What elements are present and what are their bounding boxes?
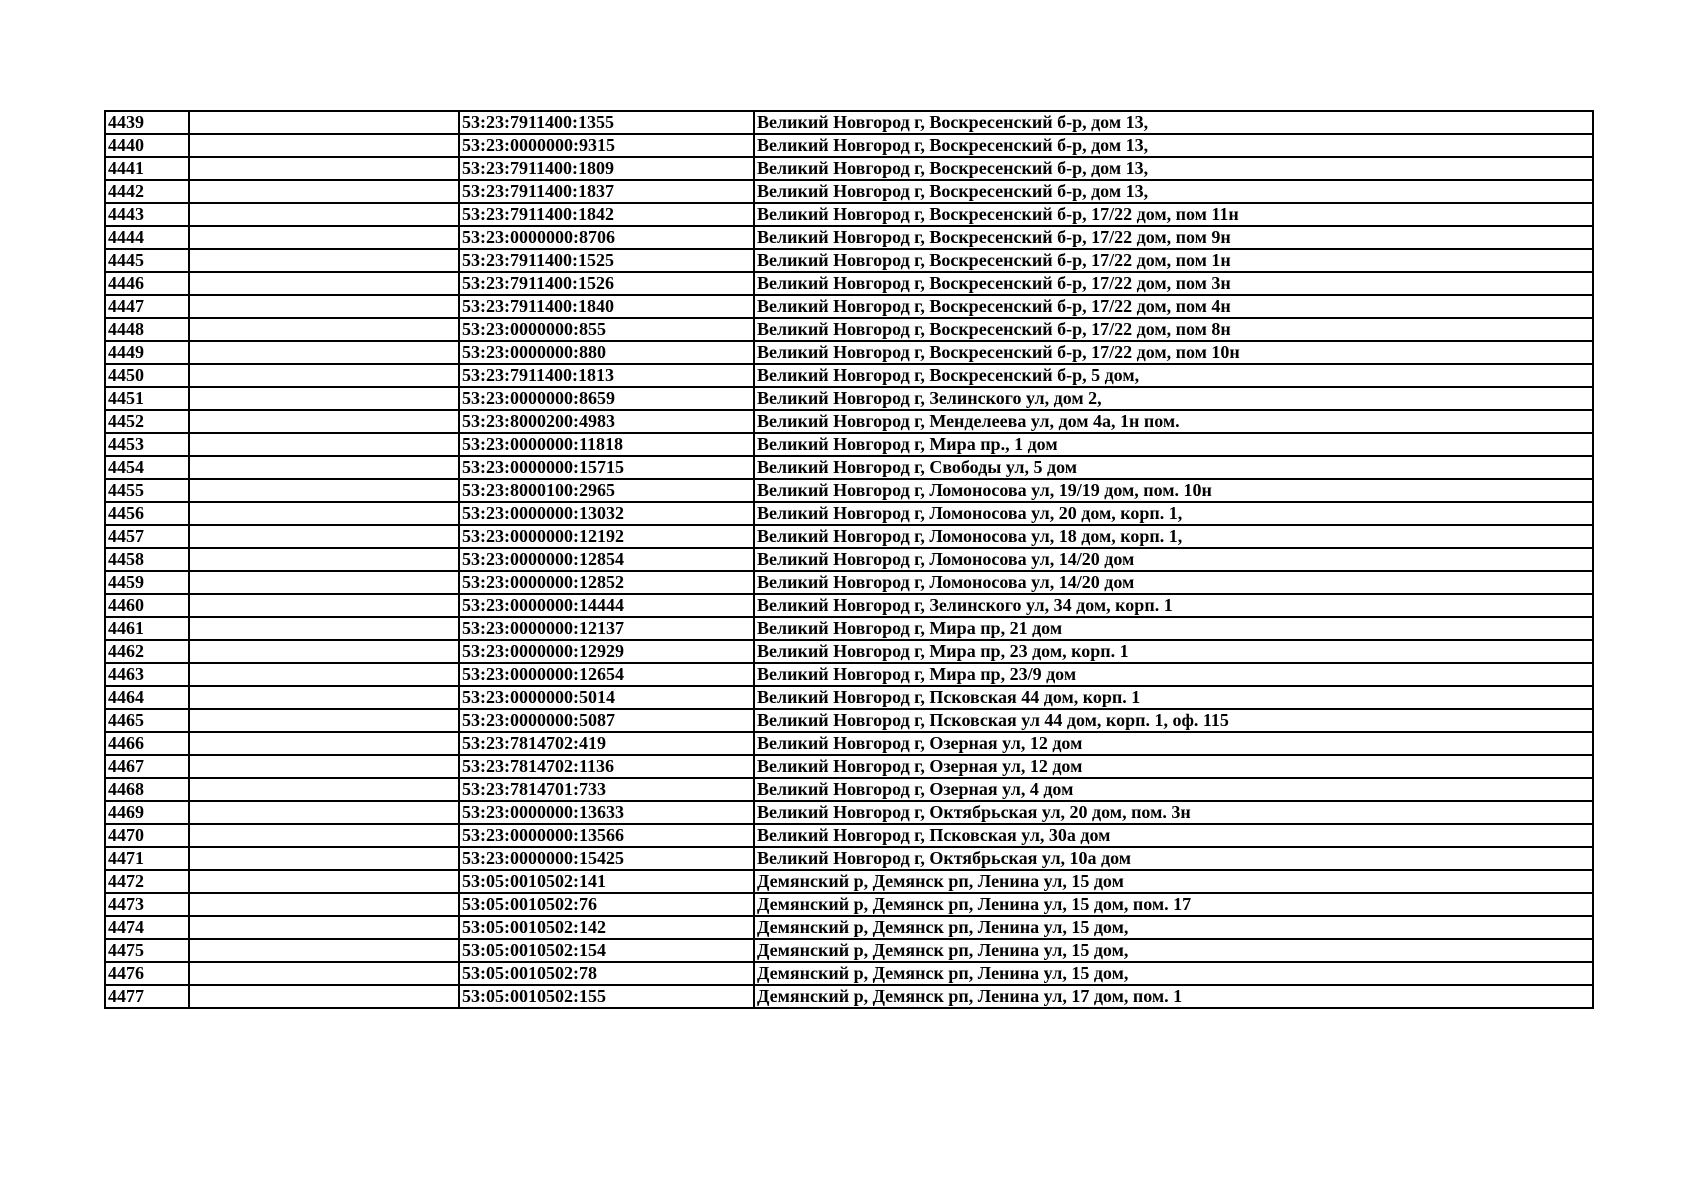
table-row [105,410,1593,433]
cadastral-number-cell: 53:23:7814702:1136 [459,755,754,778]
empty-cell [189,824,459,847]
empty-cell [189,111,459,134]
empty-cell [189,755,459,778]
table-row [105,180,1593,203]
cadastral-number-cell: 53:23:0000000:855 [459,318,754,341]
table-row [105,479,1593,502]
address-cell: Великий Новгород г, Октябрьская ул, 20 дом, пом. 3н [754,801,1593,824]
address-cell: Великий Новгород г, Ломоносова ул, 18 дом, корп. 1, [754,525,1593,548]
cadastral-number-cell: 53:23:0000000:5087 [459,709,754,732]
address-cell: Демянский р, Демянск рп, Ленина ул, 15 дом, [754,962,1593,985]
table-row [105,732,1593,755]
cadastral-number-cell: 53:23:0000000:12852 [459,571,754,594]
empty-cell [189,157,459,180]
table-row [105,617,1593,640]
row-number-cell: 4443 [105,203,189,226]
table-row [105,318,1593,341]
cadastral-number-cell: 53:05:0010502:142 [459,916,754,939]
table-row [105,824,1593,847]
cadastral-number-cell: 53:23:7911400:1355 [459,111,754,134]
table-row [105,571,1593,594]
address-cell: Великий Новгород г, Зелинского ул, дом 2, [754,387,1593,410]
address-cell: Великий Новгород г, Мира пр, 21 дом [754,617,1593,640]
row-number-cell: 4466 [105,732,189,755]
empty-cell [189,985,459,1008]
table-row [105,985,1593,1008]
table-row [105,433,1593,456]
table-row [105,847,1593,870]
cadastral-number-cell: 53:23:0000000:12137 [459,617,754,640]
empty-cell [189,226,459,249]
empty-cell [189,341,459,364]
table-row [105,157,1593,180]
cadastral-number-cell: 53:23:0000000:14444 [459,594,754,617]
cadastral-number-cell: 53:23:0000000:12654 [459,663,754,686]
table-row [105,502,1593,525]
empty-cell [189,870,459,893]
address-cell: Великий Новгород г, Ломоносова ул, 19/19 дом, пом. 10н [754,479,1593,502]
table-row [105,755,1593,778]
empty-cell [189,295,459,318]
cadastral-number-cell: 53:05:0010502:78 [459,962,754,985]
cadastral-number-cell: 53:23:0000000:9315 [459,134,754,157]
empty-cell [189,663,459,686]
address-cell: Великий Новгород г, Воскресенский б-р, 17/22 дом, пом 1н [754,249,1593,272]
property-registry-table [104,110,1594,1009]
row-number-cell: 4461 [105,617,189,640]
row-number-cell: 4458 [105,548,189,571]
table-row [105,893,1593,916]
cadastral-number-cell: 53:23:0000000:12929 [459,640,754,663]
empty-cell [189,640,459,663]
cadastral-number-cell: 53:23:7911400:1526 [459,272,754,295]
address-cell: Великий Новгород г, Зелинского ул, 34 дом, корп. 1 [754,594,1593,617]
row-number-cell: 4470 [105,824,189,847]
table-row [105,387,1593,410]
empty-cell [189,617,459,640]
table-row [105,272,1593,295]
row-number-cell: 4449 [105,341,189,364]
empty-cell [189,893,459,916]
empty-cell [189,318,459,341]
empty-cell [189,847,459,870]
cadastral-number-cell: 53:23:0000000:11818 [459,433,754,456]
row-number-cell: 4448 [105,318,189,341]
table-row [105,709,1593,732]
row-number-cell: 4444 [105,226,189,249]
address-cell: Великий Новгород г, Псковская ул 44 дом, корп. 1, оф. 115 [754,709,1593,732]
row-number-cell: 4468 [105,778,189,801]
cadastral-number-cell: 53:23:7911400:1525 [459,249,754,272]
row-number-cell: 4450 [105,364,189,387]
address-cell: Великий Новгород г, Ломоносова ул, 14/20 дом [754,548,1593,571]
row-number-cell: 4445 [105,249,189,272]
cadastral-number-cell: 53:05:0010502:76 [459,893,754,916]
row-number-cell: 4475 [105,939,189,962]
empty-cell [189,548,459,571]
cadastral-number-cell: 53:05:0010502:155 [459,985,754,1008]
empty-cell [189,410,459,433]
address-cell: Великий Новгород г, Ломоносова ул, 14/20 дом [754,571,1593,594]
row-number-cell: 4441 [105,157,189,180]
empty-cell [189,939,459,962]
empty-cell [189,732,459,755]
row-number-cell: 4473 [105,893,189,916]
cadastral-number-cell: 53:23:0000000:12854 [459,548,754,571]
table-row [105,939,1593,962]
row-number-cell: 4446 [105,272,189,295]
address-cell: Демянский р, Демянск рп, Ленина ул, 15 дом, пом. 17 [754,893,1593,916]
address-cell: Демянский р, Демянск рп, Ленина ул, 17 дом, пом. 1 [754,985,1593,1008]
address-cell: Великий Новгород г, Воскресенский б-р, дом 13, [754,111,1593,134]
cadastral-number-cell: 53:23:0000000:12192 [459,525,754,548]
row-number-cell: 4452 [105,410,189,433]
row-number-cell: 4465 [105,709,189,732]
cadastral-number-cell: 53:23:0000000:13032 [459,502,754,525]
cadastral-number-cell: 53:23:7911400:1842 [459,203,754,226]
address-cell: Великий Новгород г, Воскресенский б-р, дом 13, [754,134,1593,157]
cadastral-number-cell: 53:23:0000000:8659 [459,387,754,410]
row-number-cell: 4474 [105,916,189,939]
cadastral-number-cell: 53:23:0000000:13566 [459,824,754,847]
table-row [105,295,1593,318]
table-row [105,341,1593,364]
table-row [105,203,1593,226]
empty-cell [189,709,459,732]
row-number-cell: 4439 [105,111,189,134]
address-cell: Великий Новгород г, Воскресенский б-р, 5 дом, [754,364,1593,387]
table-row [105,640,1593,663]
address-cell: Великий Новгород г, Воскресенский б-р, 17/22 дом, пом 4н [754,295,1593,318]
row-number-cell: 4477 [105,985,189,1008]
empty-cell [189,456,459,479]
row-number-cell: 4451 [105,387,189,410]
cadastral-number-cell: 53:23:7814702:419 [459,732,754,755]
cadastral-number-cell: 53:23:0000000:15715 [459,456,754,479]
empty-cell [189,249,459,272]
row-number-cell: 4454 [105,456,189,479]
registry-table-body [105,111,1593,1008]
empty-cell [189,479,459,502]
cadastral-number-cell: 53:23:8000100:2965 [459,479,754,502]
cadastral-number-cell: 53:23:7911400:1809 [459,157,754,180]
address-cell: Великий Новгород г, Воскресенский б-р, дом 13, [754,157,1593,180]
address-cell: Великий Новгород г, Воскресенский б-р, дом 13, [754,180,1593,203]
row-number-cell: 4453 [105,433,189,456]
address-cell: Великий Новгород г, Свободы ул, 5 дом [754,456,1593,479]
cadastral-number-cell: 53:05:0010502:154 [459,939,754,962]
address-cell: Великий Новгород г, Менделеева ул, дом 4а, 1н пом. [754,410,1593,433]
address-cell: Демянский р, Демянск рп, Ленина ул, 15 дом, [754,939,1593,962]
empty-cell [189,433,459,456]
table-row [105,916,1593,939]
address-cell: Великий Новгород г, Воскресенский б-р, 17/22 дом, пом 9н [754,226,1593,249]
cadastral-number-cell: 53:23:0000000:13633 [459,801,754,824]
empty-cell [189,387,459,410]
table-row [105,594,1593,617]
cadastral-number-cell: 53:05:0010502:141 [459,870,754,893]
address-cell: Великий Новгород г, Псковская ул, 30а дом [754,824,1593,847]
empty-cell [189,272,459,295]
row-number-cell: 4459 [105,571,189,594]
table-row [105,134,1593,157]
table-row [105,525,1593,548]
row-number-cell: 4463 [105,663,189,686]
row-number-cell: 4455 [105,479,189,502]
table-row [105,962,1593,985]
table-row [105,226,1593,249]
cadastral-number-cell: 53:23:0000000:15425 [459,847,754,870]
address-cell: Великий Новгород г, Воскресенский б-р, 17/22 дом, пом 3н [754,272,1593,295]
address-cell: Великий Новгород г, Мира пр, 23/9 дом [754,663,1593,686]
row-number-cell: 4457 [105,525,189,548]
cadastral-number-cell: 53:23:7911400:1840 [459,295,754,318]
cadastral-number-cell: 53:23:0000000:5014 [459,686,754,709]
empty-cell [189,203,459,226]
table-row [105,778,1593,801]
empty-cell [189,571,459,594]
row-number-cell: 4476 [105,962,189,985]
row-number-cell: 4442 [105,180,189,203]
address-cell: Великий Новгород г, Октябрьская ул, 10а дом [754,847,1593,870]
empty-cell [189,502,459,525]
address-cell: Великий Новгород г, Озерная ул, 4 дом [754,778,1593,801]
address-cell: Великий Новгород г, Псковская 44 дом, корп. 1 [754,686,1593,709]
empty-cell [189,686,459,709]
empty-cell [189,525,459,548]
table-row [105,249,1593,272]
table-row [105,870,1593,893]
row-number-cell: 4447 [105,295,189,318]
empty-cell [189,594,459,617]
address-cell: Великий Новгород г, Воскресенский б-р, 17/22 дом, пом 10н [754,341,1593,364]
cadastral-number-cell: 53:23:0000000:880 [459,341,754,364]
empty-cell [189,134,459,157]
address-cell: Великий Новгород г, Воскресенский б-р, 17/22 дом, пом 8н [754,318,1593,341]
address-cell: Демянский р, Демянск рп, Ленина ул, 15 дом [754,870,1593,893]
row-number-cell: 4467 [105,755,189,778]
row-number-cell: 4456 [105,502,189,525]
empty-cell [189,180,459,203]
row-number-cell: 4471 [105,847,189,870]
empty-cell [189,962,459,985]
row-number-cell: 4472 [105,870,189,893]
table-row [105,801,1593,824]
cadastral-number-cell: 53:23:0000000:8706 [459,226,754,249]
row-number-cell: 4460 [105,594,189,617]
cadastral-number-cell: 53:23:7911400:1837 [459,180,754,203]
address-cell: Великий Новгород г, Озерная ул, 12 дом [754,732,1593,755]
address-cell: Демянский р, Демянск рп, Ленина ул, 15 дом, [754,916,1593,939]
empty-cell [189,801,459,824]
table-row [105,111,1593,134]
table-row [105,663,1593,686]
table-row [105,364,1593,387]
cadastral-number-cell: 53:23:7814701:733 [459,778,754,801]
table-row [105,456,1593,479]
empty-cell [189,778,459,801]
row-number-cell: 4464 [105,686,189,709]
address-cell: Великий Новгород г, Ломоносова ул, 20 дом, корп. 1, [754,502,1593,525]
cadastral-number-cell: 53:23:8000200:4983 [459,410,754,433]
address-cell: Великий Новгород г, Воскресенский б-р, 17/22 дом, пом 11н [754,203,1593,226]
cadastral-number-cell: 53:23:7911400:1813 [459,364,754,387]
address-cell: Великий Новгород г, Озерная ул, 12 дом [754,755,1593,778]
row-number-cell: 4462 [105,640,189,663]
table-row [105,686,1593,709]
address-cell: Великий Новгород г, Мира пр, 23 дом, корп. 1 [754,640,1593,663]
row-number-cell: 4440 [105,134,189,157]
address-cell: Великий Новгород г, Мира пр., 1 дом [754,433,1593,456]
row-number-cell: 4469 [105,801,189,824]
table-row [105,548,1593,571]
empty-cell [189,916,459,939]
empty-cell [189,364,459,387]
